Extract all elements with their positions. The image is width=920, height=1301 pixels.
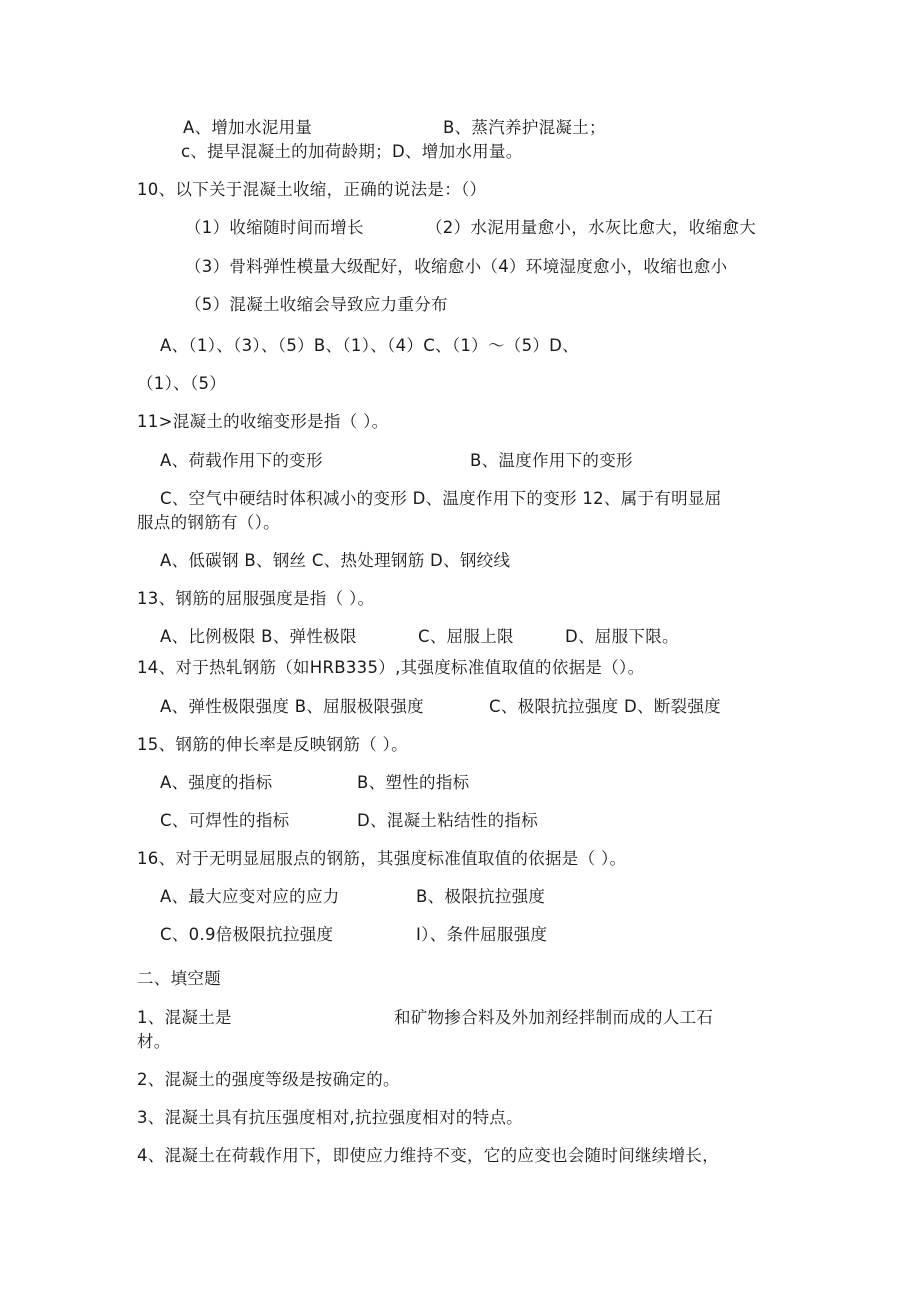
q16-option-a: A、最大应变对应的应力 (160, 887, 340, 906)
q15-option-b: B、塑性的指标 (357, 773, 470, 792)
q15-option-a: A、强度的指标 (160, 773, 273, 792)
q16-option-c: C、0.9倍极限抗拉强度 (160, 925, 334, 944)
q13-option-c: C、屈服上限 (418, 627, 514, 646)
q14-option-c-d: C、极限抗拉强度 D、断裂强度 (489, 697, 721, 716)
q13-option-d: D、屈服下限。 (565, 627, 679, 646)
q13-option-a-b: A、比例极限 B、弹性极限 (160, 627, 357, 646)
fill-1-cont: 材。 (137, 1032, 171, 1051)
q11-option-a: A、荷载作用下的变形 (160, 451, 323, 470)
question-12-cont: 服点的钢筋有（）。 (137, 513, 280, 532)
q10-statement-1: （1）收缩随时间而增长 (185, 218, 364, 237)
q12-options: A、低碳钢 B、钢丝 C、热处理钢筋 D、钢绞线 (160, 551, 511, 570)
q11-option-c-d-q12: C、空气中硬结时体积减小的变形 D、温度作用下的变形 12、属于有明显屈 (160, 489, 722, 508)
q11-option-b: B、温度作用下的变形 (470, 451, 633, 470)
q10-statement-5: （5）混凝土收缩会导致应力重分布 (185, 295, 448, 314)
fill-3: 3、混凝土具有抗压强度相对,抗拉强度相对的特点。 (137, 1108, 523, 1127)
q9-option-a: A、增加水泥用量 (183, 118, 313, 137)
section-heading-fill-in: 二、填空题 (137, 969, 221, 988)
q15-option-d: D、混凝土粘结性的指标 (357, 811, 539, 830)
question-10: 10、以下关于混凝土收缩，正确的说法是：（） (137, 180, 487, 199)
q15-option-c: C、可焊性的指标 (160, 811, 290, 830)
q10-statement-2: （2）水泥用量愈小，水灰比愈大，收缩愈大 (426, 218, 756, 237)
q9-option-b: B、蒸汽养护混凝土； (443, 118, 606, 137)
q10-statement-3-4: （3）骨料弹性模量大级配好，收缩愈小（4）环境湿度愈小，收缩也愈小 (185, 257, 728, 276)
question-14: 14、对于热轧钢筋（如HRB335）,其强度标准值取值的依据是（）。 (137, 658, 645, 677)
fill-4: 4、混凝土在荷载作用下，即使应力维持不变，它的应变也会随时间继续增长， (137, 1146, 719, 1165)
q9-option-c-d: c、提早混凝土的加荷龄期；D、增加水用量。 (181, 142, 523, 161)
q10-options: A、（1）、（3）、（5）B、（1）、（4）C、（1）～（5）D、 (160, 336, 579, 355)
q16-option-b: B、极限抗拉强度 (416, 887, 546, 906)
fill-1-start: 1、混凝土是 (137, 1008, 232, 1027)
question-16: 16、对于无明显屈服点的钢筋，其强度标准值取值的依据是（ ）。 (137, 849, 627, 868)
fill-2: 2、混凝土的强度等级是按确定的。 (137, 1070, 400, 1089)
question-13: 13、钢筋的屈服强度是指（ ）。 (137, 589, 375, 608)
question-11: 11>混凝土的收缩变形是指（ ）。 (137, 412, 389, 431)
q16-option-d: I）、条件屈服强度 (416, 925, 548, 944)
question-15: 15、钢筋的伸长率是反映钢筋（ ）。 (137, 735, 408, 754)
q10-options-cont: （1）、（5） (137, 374, 227, 393)
fill-1-end: 和矿物掺合料及外加剂经拌制而成的人工石 (394, 1008, 714, 1027)
q14-option-a-b: A、弹性极限强度 B、屈服极限强度 (160, 697, 424, 716)
